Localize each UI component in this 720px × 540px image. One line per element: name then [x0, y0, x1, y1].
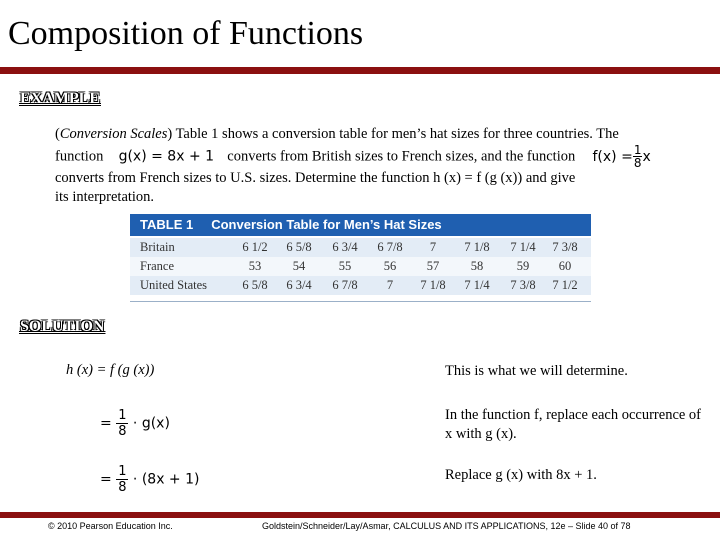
solution-heading: SOLUTION [20, 318, 105, 335]
table-caption: Conversion Table for Men’s Hat Sizes [211, 217, 442, 232]
hat-size-table [130, 214, 591, 302]
solution-step-1-equation: h (x) = f (g (x)) [66, 362, 155, 378]
copyright-text: © 2010 Pearson Education Inc. [48, 521, 173, 531]
problem-line-1: (Conversion Scales) Table 1 shows a conversion table for men’s hat sizes for three countries. The [55, 126, 619, 142]
problem-line-3: converts from French sizes to U.S. sizes. Determine the function h (x) = f (g (x)) and give [55, 170, 576, 186]
solution-step-1-note: This is what we will determine. [445, 363, 628, 379]
solution-step-3-equation: = $\frac{1}{8}$ · (8x + 1) [100, 464, 200, 495]
scales-label: Conversion Scales [59, 126, 168, 142]
g-formula: g(x) = 8x + 1 [118, 148, 215, 165]
table-header [130, 214, 591, 236]
solution-step-2-note: In the function f, replace each occurrence of x with g (x). [445, 407, 702, 442]
table-row: Britain 6 1/2 6 5/8 6 3/4 6 7/8 7 7 1/8 7 1/4 7 3/8 [130, 238, 591, 257]
problem-line-2: function g(x) = 8x + 1 converts from British sizes to French sizes, and the function f(x) = $\frac{1}{8}$ x [55, 143, 651, 170]
problem-text [55, 125, 695, 207]
slide-credit: Goldstein/Schneider/Lay/Asmar, CALCULUS AND ITS APPLICATIONS, 12e – Slide 40 of 78 [262, 521, 631, 531]
table-row: France 53 54 55 56 57 58 59 60 [130, 257, 591, 276]
solution-step-2-equation: = $\frac{1}{8}$ · g(x) [100, 408, 170, 439]
problem-line-4: its interpretation. [55, 189, 155, 205]
solution-step-3-note: Replace g (x) with 8x + 1. [445, 467, 597, 483]
table-row: United States 6 5/8 6 3/4 6 7/8 7 7 1/8 7 1/4 7 3/8 7 1/2 [130, 276, 591, 295]
table-tag: TABLE 1 [140, 217, 194, 232]
title-divider [0, 67, 720, 74]
f-formula: f(x) = $\frac{1}{8}$ x [592, 143, 651, 170]
example-heading: EXAMPLE [20, 90, 100, 107]
slide-title: Composition of Functions [8, 15, 364, 52]
footer-divider [0, 512, 720, 518]
